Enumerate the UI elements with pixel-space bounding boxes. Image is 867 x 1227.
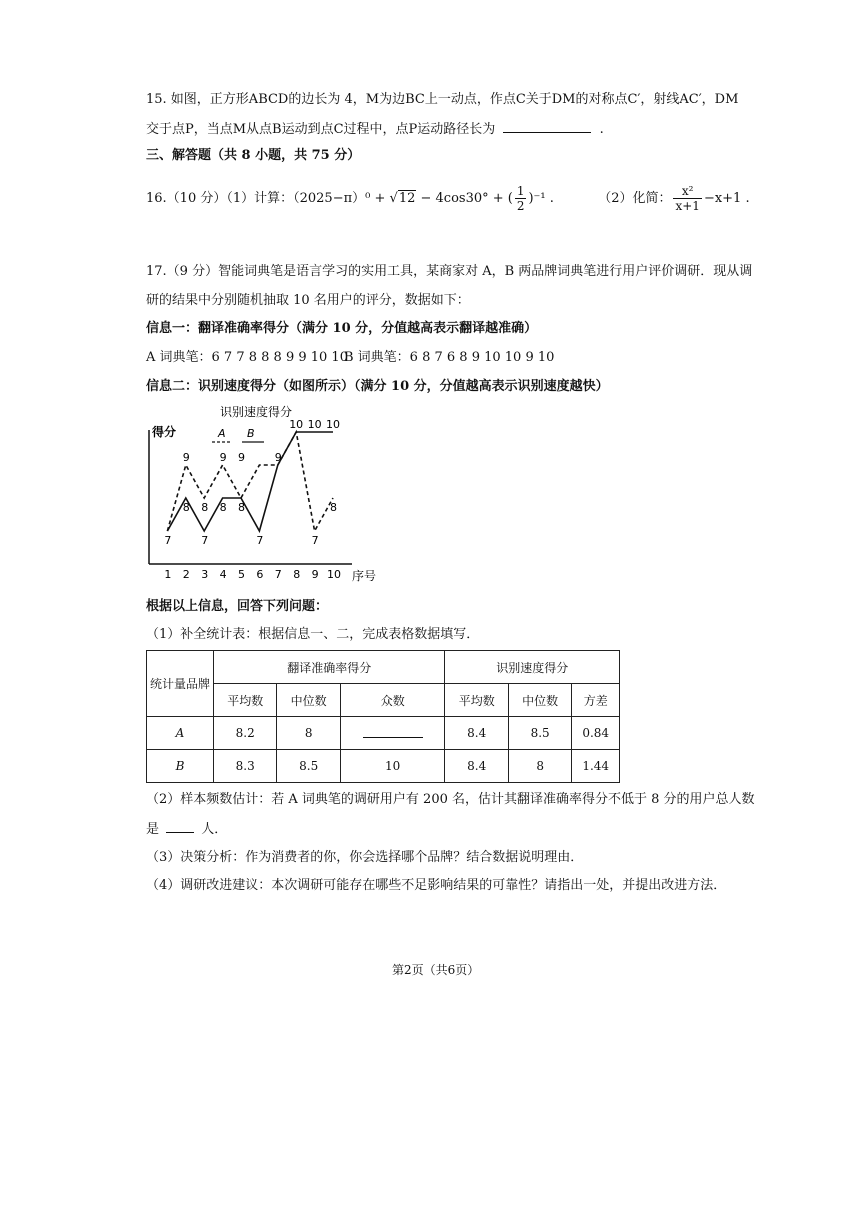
table-cell: 8 [277, 717, 340, 750]
point-label: 8 [219, 501, 227, 514]
table-cell: 8.4 [445, 717, 508, 750]
table-brand-cell: A [147, 717, 214, 750]
q17-part2-line1: （2）样本频数估计：若 A 词典笔的调研用户有 200 名，估计其翻译准确率得分不低于 8 分的用户总人数 [146, 792, 755, 807]
table-col-header: 平均数 [445, 684, 508, 717]
table-cell: 8.4 [445, 750, 508, 783]
q17-intro1: 17.（9 分）智能词典笔是语言学习的实用工具，某商家对 A，B 两品牌词典笔进行用户评价调研．现从调 [146, 264, 753, 279]
x-tick-label: 7 [274, 568, 282, 581]
table-row [147, 750, 620, 783]
q15-line2 [146, 118, 604, 140]
table-cell: 0.84 [572, 717, 620, 750]
x-tick-label: 3 [201, 568, 209, 581]
q17-info2: 信息二：识别速度得分（如图所示）（满分 10 分，分值越高表示识别速度越快） [146, 379, 609, 394]
table-cell: 8 [508, 750, 571, 783]
q17-part2-line2 [146, 818, 227, 840]
q16-fraction-simplify: $\frac{\text{x²}}{x+1}$ [675, 184, 700, 213]
speed-score-line-chart [140, 400, 400, 590]
point-label: 9 [238, 451, 245, 464]
chart-title: 识别速度得分 [220, 405, 293, 419]
point-label: 8 [182, 501, 190, 514]
x-tick-label: 9 [311, 568, 319, 581]
q16-fraction-half: $\frac{1}{2}$ [516, 184, 525, 213]
point-label: 7 [256, 534, 264, 547]
page-footer: 第2页（共6页） [392, 963, 480, 977]
chart-x-axis-label: 序号 [352, 569, 377, 583]
q17-part1: （1）补全统计表：根据信息一、二，完成表格数据填写． [146, 627, 480, 642]
q16-end2: −x+1 . [703, 191, 750, 206]
q17-part2-answer-blank[interactable] [166, 818, 194, 833]
legend-b-label: B [247, 427, 255, 440]
table-col-header: 方差 [572, 684, 620, 717]
table-cell: 8.3 [214, 750, 277, 783]
q17-part2-pre: 是 [146, 822, 160, 837]
point-label: 9 [274, 451, 282, 464]
point-label: 10 [289, 418, 304, 431]
table-corner-header: 统计量品牌 [147, 651, 214, 717]
q17-part4: （4）调研改进建议：本次调研可能存在哪些不足影响结果的可靠性？请指出一处，并提出改进方法． [146, 878, 727, 893]
x-tick-label: 1 [164, 568, 172, 581]
x-tick-label: 10 [327, 568, 341, 581]
x-tick-label: 8 [293, 568, 301, 581]
table-col-header: 中位数 [277, 684, 340, 717]
chart-y-axis-label: 得分 [152, 425, 177, 439]
q17-part2-post: 人． [201, 822, 228, 837]
point-label: 9 [182, 451, 190, 464]
point-label: 7 [164, 534, 172, 547]
q16-part2: （2）化简： [598, 191, 672, 206]
x-tick-label: 5 [238, 568, 245, 581]
point-label: 7 [201, 534, 209, 547]
q16-part1: 16.（10 分）（1）计算：（2025−π）⁰ + [146, 191, 390, 206]
x-tick-label: 2 [182, 568, 190, 581]
point-label: 9 [219, 451, 227, 464]
table-group-speed: 识别速度得分 [445, 651, 620, 684]
q15-line1: 15. 如图，正方形ABCD的边长为 4，M为边BC上一动点，作点C关于DM的对称点C′，射线AC′，DM [146, 92, 739, 107]
q16-end1: )⁻¹ . [528, 191, 554, 206]
table-group-translation: 翻译准确率得分 [214, 651, 445, 684]
legend-a-label: A [218, 427, 226, 440]
table-col-header: 平均数 [214, 684, 277, 717]
q17-b-data: B 词典笔：6 8 7 6 8 9 10 10 9 10 [344, 350, 555, 365]
q17-part3: （3）决策分析：作为消费者的你，你会选择哪个品牌？结合数据说明理由． [146, 850, 584, 865]
point-label: 8 [238, 501, 245, 514]
series-line-a [167, 432, 333, 531]
table-cell: 8.5 [277, 750, 340, 783]
q15-line2-end: . [599, 122, 604, 137]
questions-intro: 根据以上信息，回答下列问题： [146, 599, 329, 614]
q16-line: 16.（10 分）（1）计算：（2025−π）⁰ + √12 − 4cos30° + ( $\frac{1}{2}$ )⁻¹ . （2）化简： $\frac{\text{x²}}{x+1}$ −x+1 . [146, 184, 750, 213]
table-cell: 1.44 [572, 750, 620, 783]
table-row [147, 717, 620, 750]
q17-a-data: A 词典笔：6 7 7 8 8 8 9 9 10 10 [146, 350, 348, 365]
mode-answer-blank[interactable] [340, 717, 445, 750]
table-cell: 8.2 [214, 717, 277, 750]
x-tick-label: 4 [219, 568, 227, 581]
table-col-header: 中位数 [508, 684, 571, 717]
q15-answer-blank[interactable] [503, 118, 591, 133]
q15-line2-text: 交于点P，当点M从点B运动到点C过程中，点P运动路径长为 [146, 122, 496, 137]
point-label: 8 [201, 501, 209, 514]
table-cell: 10 [340, 750, 445, 783]
table-brand-cell: B [147, 750, 214, 783]
point-label: 10 [307, 418, 322, 431]
x-tick-label: 6 [256, 568, 264, 581]
q17-info1: 信息一：翻译准确率得分（满分 10 分，分值越高表示翻译越准确） [146, 321, 538, 336]
q17-intro2: 研的结果中分别随机抽取 10 名用户的评分，数据如下： [146, 293, 470, 308]
table-col-header: 众数 [340, 684, 445, 717]
series-line-b [167, 432, 333, 531]
section-3-heading: 三、解答题（共 8 小题，共 75 分） [146, 148, 361, 163]
q16-sqrt-arg: 12 [398, 191, 416, 206]
q16-mid: − 4cos30° + ( [416, 191, 513, 206]
point-label: 8 [330, 501, 337, 514]
table-cell: 8.5 [508, 717, 571, 750]
point-label: 10 [326, 418, 340, 431]
statistics-table [146, 650, 620, 783]
point-label: 7 [311, 534, 319, 547]
